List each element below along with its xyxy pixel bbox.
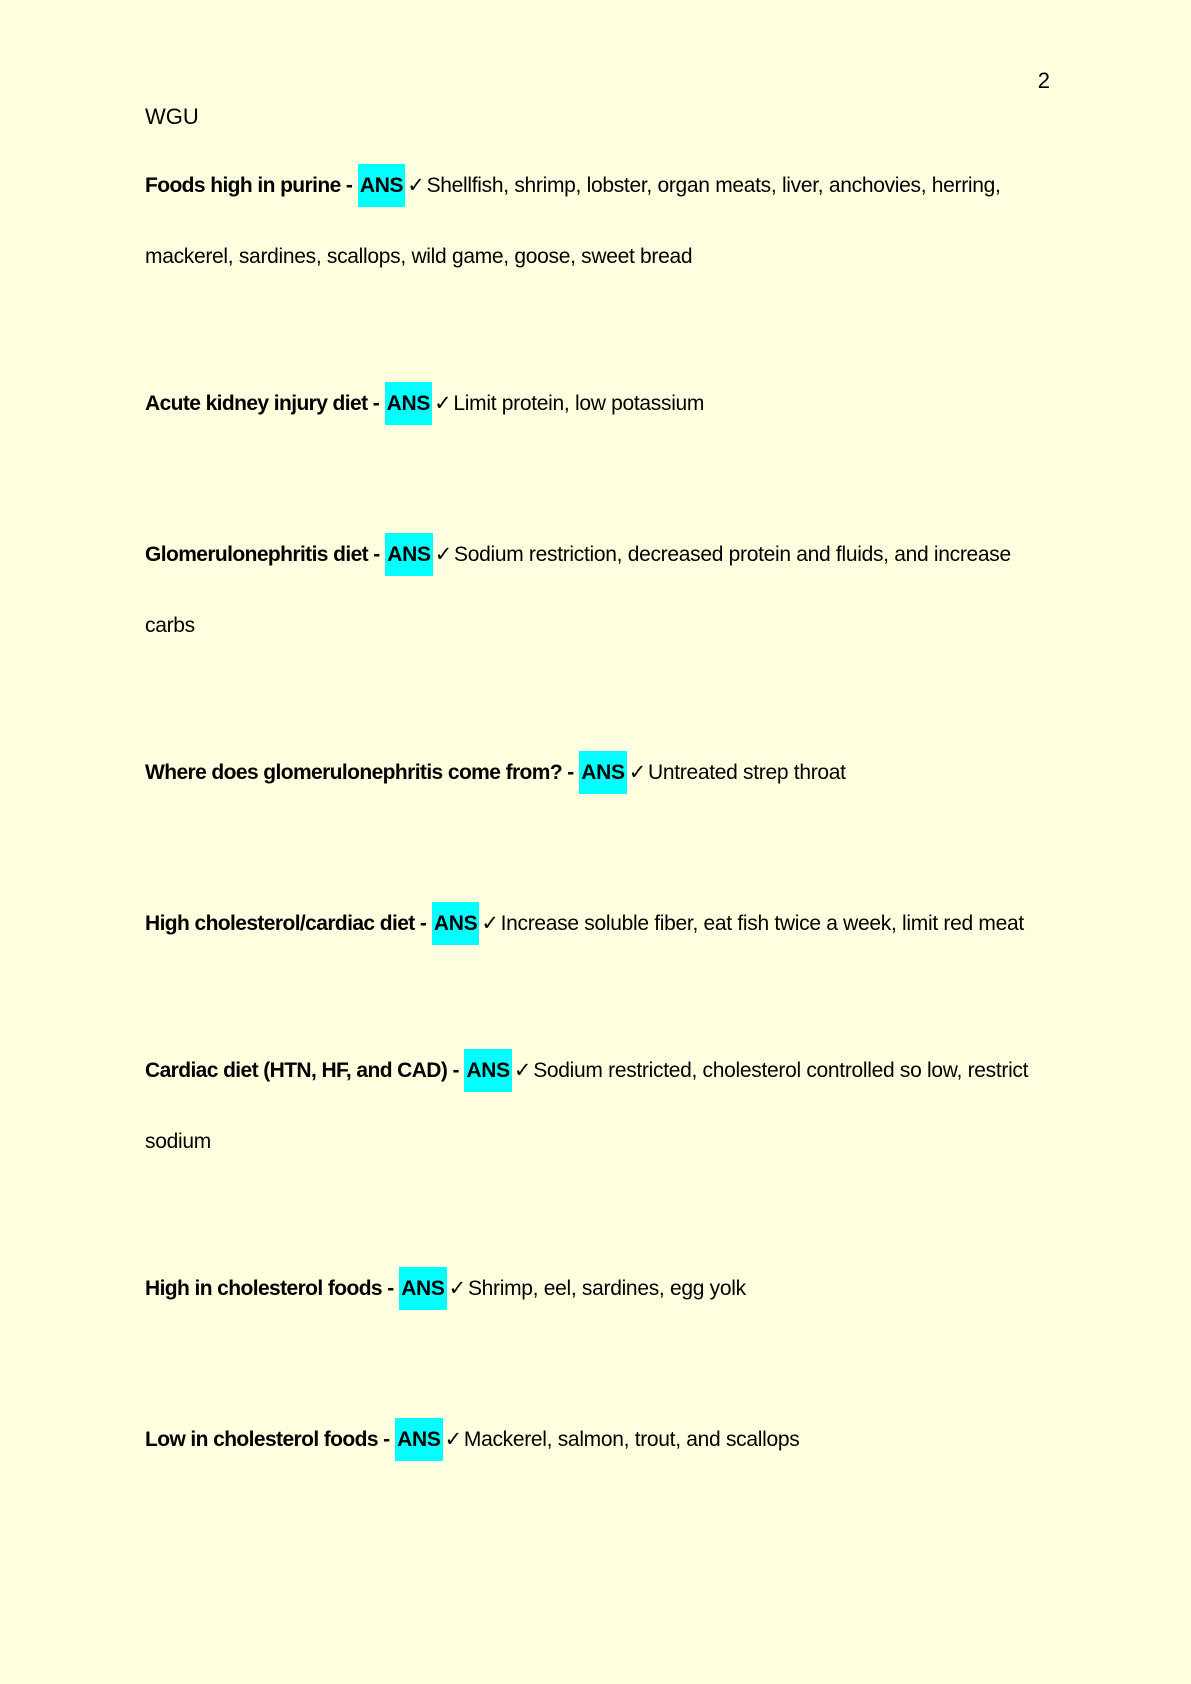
checkmark-icon: ✓ (448, 1277, 466, 1300)
question-text: Acute kidney injury diet - (145, 392, 380, 415)
qa-item (145, 1253, 1065, 1324)
answer-text: Untreated strep throat (648, 761, 846, 784)
question-text: Where does glomerulonephritis come from? - (145, 761, 574, 784)
answer-text: Shellfish, shrimp, lobster, organ meats, liver, anchovies, herring, mackerel, sardines, scallops, wild game, goose, sweet bread (145, 174, 1001, 268)
ans-highlight: ANS (385, 382, 432, 425)
checkmark-icon: ✓ (434, 543, 452, 566)
ans-highlight: ANS (385, 533, 432, 576)
checkmark-icon: ✓ (628, 761, 646, 784)
question-text: Foods high in purine - (145, 174, 353, 197)
checkmark-icon: ✓ (407, 174, 425, 197)
ans-highlight: ANS (395, 1418, 442, 1461)
checkmark-icon: ✓ (513, 1059, 532, 1082)
ans-highlight: ANS (464, 1049, 511, 1092)
answer-text: Mackerel, salmon, trout, and scallops (463, 1428, 800, 1451)
question-text: Low in cholesterol foods - (145, 1428, 390, 1451)
document-header: WGU (145, 104, 199, 129)
ans-highlight: ANS (399, 1267, 446, 1310)
question-text: High in cholesterol foods - (145, 1277, 394, 1300)
answer-text: Shrimp, eel, sardines, egg yolk (467, 1277, 746, 1300)
answer-text: Sodium restricted, cholesterol controlled so low, restrict sodium (145, 1059, 1029, 1153)
question-text: Glomerulonephritis diet - (145, 543, 380, 566)
qa-item (145, 519, 1065, 661)
question-text: High cholesterol/cardiac diet - (145, 912, 427, 935)
question-text: Cardiac diet (HTN, HF, and CAD) - (145, 1059, 459, 1082)
qa-item (145, 368, 1065, 439)
checkmark-icon: ✓ (434, 392, 452, 415)
qa-item (145, 1404, 1065, 1475)
ans-highlight: ANS (358, 164, 405, 207)
page-number: 2 (1037, 68, 1050, 93)
answer-text: Increase soluble fiber, eat fish twice a week, limit red meat (500, 912, 1024, 935)
qa-list (145, 150, 1065, 1475)
qa-item (145, 150, 1065, 292)
ans-highlight: ANS (432, 902, 479, 945)
answer-text: Limit protein, low potassium (453, 392, 705, 415)
checkmark-icon: ✓ (444, 1428, 462, 1451)
qa-item (145, 737, 1065, 808)
answer-text: Sodium restriction, decreased protein and fluids, and increase carbs (145, 543, 1011, 637)
ans-highlight: ANS (579, 751, 626, 794)
qa-item (145, 1035, 1065, 1177)
checkmark-icon: ✓ (481, 912, 499, 935)
qa-item (145, 888, 1065, 959)
